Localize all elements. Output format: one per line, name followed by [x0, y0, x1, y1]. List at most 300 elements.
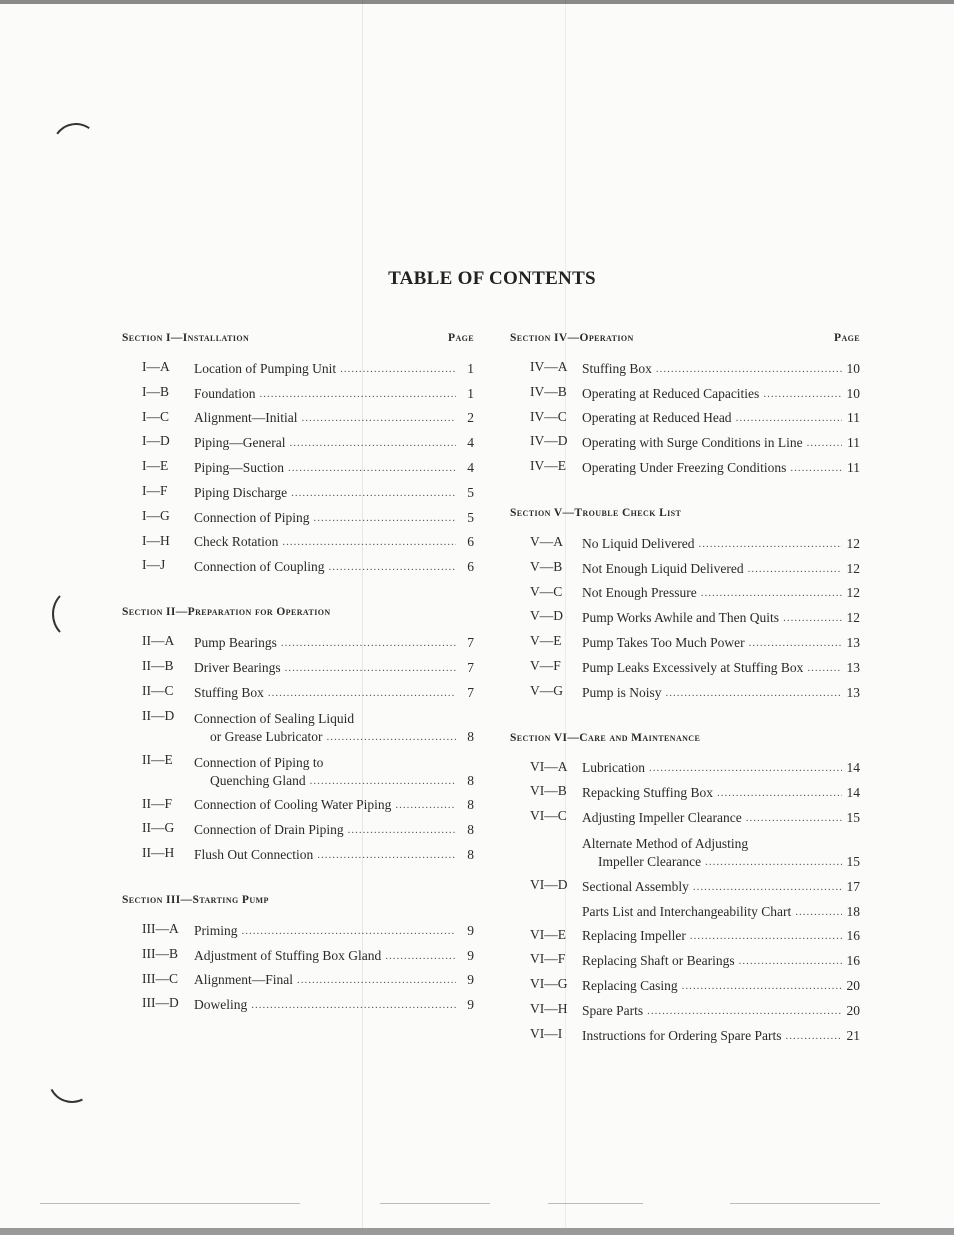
entry-label: Operating at Reduced Capacities	[582, 385, 760, 401]
toc-entry	[122, 746, 474, 790]
entry-code: VI—B	[530, 783, 567, 799]
entry-label-block	[194, 509, 474, 527]
entry-label-block	[194, 971, 474, 989]
toc-entry	[122, 627, 474, 652]
dot-leader	[329, 558, 457, 576]
entry-page-number: 10	[846, 385, 860, 401]
entry-page-number: 13	[846, 684, 860, 700]
entry-label: Replacing Casing	[582, 977, 678, 993]
toc-entry	[510, 753, 860, 778]
dot-leader	[717, 784, 842, 802]
dot-leader	[795, 903, 842, 921]
dot-leader	[242, 922, 456, 940]
toc-entry	[510, 827, 860, 871]
entry-code: V—B	[530, 558, 563, 574]
entry-code: I—H	[142, 532, 170, 548]
entry-code: I—D	[142, 433, 170, 449]
entry-label-block	[582, 560, 860, 578]
toc-entry	[122, 403, 474, 428]
dot-leader	[736, 409, 842, 427]
toc-entry	[510, 921, 860, 946]
entry-code: VI—G	[530, 976, 568, 992]
entry-code: I—C	[142, 408, 169, 424]
entry-label: Connection of Piping	[194, 509, 310, 525]
toc-entry	[510, 652, 860, 677]
entry-label: Priming	[194, 922, 238, 938]
entry-page-number: 1	[467, 360, 474, 376]
scan-artifact-line	[380, 1203, 490, 1204]
entry-code: IV—A	[530, 359, 568, 374]
entry-code: V—D	[530, 608, 563, 624]
entry-label-block	[194, 634, 474, 652]
entry-code: II—G	[142, 820, 175, 836]
punch-hole-mark	[52, 588, 100, 640]
dot-leader	[790, 459, 842, 477]
entry-page-number: 6	[467, 534, 474, 550]
section-heading	[510, 328, 860, 348]
section-title: Section II—Preparation for Operation	[122, 606, 331, 619]
dot-leader	[682, 977, 842, 995]
dot-leader	[395, 796, 456, 814]
entry-page-number: 15	[846, 809, 860, 825]
entry-label-block	[582, 977, 860, 995]
entry-code: I—G	[142, 507, 170, 523]
dot-leader	[649, 759, 842, 777]
entry-label: Location of Pumping Unit	[194, 360, 337, 376]
entry-label: No Liquid Delivered	[582, 535, 695, 551]
toc-entry	[510, 871, 860, 896]
dot-leader	[701, 584, 842, 602]
entry-label-block	[582, 409, 860, 427]
toc-entry	[510, 1020, 860, 1045]
scan-artifact-line	[40, 1203, 300, 1204]
toc-entry	[122, 965, 474, 990]
dot-leader	[302, 409, 457, 427]
dot-leader	[763, 385, 842, 403]
toc-entry	[122, 814, 474, 839]
dot-leader	[281, 634, 456, 652]
entry-label-block	[582, 759, 860, 777]
entry-label-block	[582, 684, 860, 702]
entry-label: Flush Out Connection	[194, 846, 314, 862]
entry-code: II—A	[142, 633, 175, 649]
entry-page-number: 1	[467, 385, 474, 401]
entry-label: Piping—Suction	[194, 459, 285, 475]
entry-label: or Grease Lubricator	[210, 728, 323, 744]
toc-entry	[122, 839, 474, 864]
entry-label-block	[582, 459, 860, 477]
entry-page-number: 9	[467, 972, 474, 988]
dot-leader	[690, 927, 842, 945]
dot-leader	[693, 878, 842, 896]
dot-leader	[268, 684, 456, 702]
entry-code: II—H	[142, 845, 175, 861]
dot-leader	[656, 360, 842, 378]
entry-page-number: 10	[846, 360, 860, 376]
entry-code: V—C	[530, 583, 563, 599]
entry-code: II—F	[142, 795, 172, 811]
entry-label: Spare Parts	[582, 1002, 644, 1018]
toc-entry	[122, 427, 474, 452]
entry-label: Impeller Clearance	[598, 853, 702, 869]
toc-entry	[510, 896, 860, 921]
entry-label-block	[194, 434, 474, 452]
entry-label-block	[582, 584, 860, 602]
entry-page-number: 15	[846, 853, 860, 869]
entry-label: Connection of Drain Piping	[194, 822, 344, 838]
section-heading	[122, 602, 474, 622]
entry-code: II—E	[142, 751, 173, 767]
entry-page-number: 7	[467, 659, 474, 675]
scan-artifact-line	[730, 1203, 880, 1204]
section-heading	[510, 503, 860, 523]
dot-leader	[289, 434, 456, 452]
entry-label-block	[194, 796, 474, 814]
dot-leader	[647, 1002, 842, 1020]
entry-label-block	[582, 827, 860, 871]
entry-label-block	[194, 360, 474, 378]
entry-page-number: 12	[846, 610, 860, 626]
page-title: TABLE OF CONTENTS	[388, 268, 596, 289]
entry-label: Replacing Shaft or Bearings	[582, 953, 735, 969]
entry-code: I—J	[142, 557, 166, 573]
entry-page-number: 8	[467, 728, 474, 744]
entry-page-number: 21	[846, 1027, 860, 1043]
section-gap	[510, 702, 860, 728]
entry-code	[510, 827, 582, 832]
entry-label-line2	[194, 772, 474, 790]
entry-code: II—C	[142, 682, 174, 698]
toc-entry	[510, 602, 860, 627]
entry-label-line1: Connection of Piping to	[194, 754, 324, 770]
section-heading	[510, 728, 860, 748]
entry-page-number: 6	[467, 559, 474, 575]
entry-label-block	[194, 533, 474, 551]
toc-entry	[122, 551, 474, 576]
toc-entry	[510, 427, 860, 452]
entry-page-number: 7	[467, 684, 474, 700]
entry-code: VI—A	[530, 758, 568, 774]
entry-page-number: 9	[467, 997, 474, 1013]
entry-code: III—D	[142, 995, 179, 1011]
entry-label: Pump Works Awhile and Then Quits	[582, 610, 780, 626]
toc-entry	[510, 995, 860, 1020]
scan-bottom-edge	[0, 1228, 954, 1235]
dot-leader	[749, 634, 842, 652]
entry-label-block	[194, 558, 474, 576]
entry-code: III—A	[142, 920, 179, 936]
entry-code	[510, 896, 582, 901]
entry-label-block	[582, 360, 860, 378]
entry-page-number: 16	[846, 928, 860, 944]
entry-label-block	[582, 634, 860, 652]
entry-label: Doweling	[194, 997, 248, 1013]
toc-entry	[510, 578, 860, 603]
punch-hole-mark	[42, 1049, 102, 1109]
entry-label: Foundation	[194, 385, 256, 401]
entry-label: Not Enough Pressure	[582, 585, 697, 601]
dot-leader	[705, 853, 842, 871]
section-gap	[122, 576, 474, 602]
entry-label: Repacking Stuffing Box	[582, 785, 713, 801]
entry-code: V—A	[530, 533, 563, 549]
entry-label-block	[582, 927, 860, 945]
entry-page-number: 11	[847, 410, 860, 426]
toc-entry	[122, 915, 474, 940]
dot-leader	[785, 1027, 842, 1045]
page-column-label: Page	[834, 332, 860, 344]
entry-label-block	[194, 947, 474, 965]
toc-entry	[122, 790, 474, 815]
entry-label: Alignment—Final	[194, 972, 293, 988]
entry-label-block	[194, 409, 474, 427]
toc-entry	[510, 777, 860, 802]
entry-label: Adjustment of Stuffing Box Gland	[194, 947, 382, 963]
entry-label: Adjusting Impeller Clearance	[582, 809, 742, 825]
entry-label: Not Enough Liquid Delivered	[582, 560, 744, 576]
entry-code: III—C	[142, 970, 178, 986]
dot-leader	[739, 952, 842, 970]
dot-leader	[297, 971, 456, 989]
entry-page-number: 8	[467, 797, 474, 813]
entry-page-number: 8	[467, 846, 474, 862]
entry-page-number: 4	[467, 435, 474, 451]
dot-leader	[260, 385, 456, 403]
entry-code: V—F	[530, 657, 561, 673]
page-column-label: Page	[448, 332, 474, 344]
dot-leader	[326, 728, 456, 746]
entry-label: Operating at Reduced Head	[582, 410, 732, 426]
toc-entry	[510, 677, 860, 702]
dot-leader	[317, 846, 456, 864]
entry-label: Operating Under Freezing Conditions	[582, 459, 787, 475]
entry-page-number: 8	[467, 822, 474, 838]
entry-page-number: 9	[467, 947, 474, 963]
entry-label-block	[194, 684, 474, 702]
dot-leader	[340, 360, 456, 378]
entry-page-number: 12	[846, 585, 860, 601]
toc-entry	[510, 553, 860, 578]
entry-label: Stuffing Box	[582, 360, 652, 376]
entry-label: Stuffing Box	[194, 684, 264, 700]
entry-page-number: 17	[846, 878, 860, 894]
dot-leader	[807, 434, 842, 452]
dot-leader	[314, 509, 457, 527]
entry-code: I—A	[142, 359, 170, 374]
toc-left-column	[122, 328, 474, 1014]
entry-label: Pump Takes Too Much Power	[582, 634, 745, 650]
section-heading	[122, 890, 474, 910]
punch-hole-mark	[48, 119, 104, 175]
entry-label-block	[582, 385, 860, 403]
section-title: Section IV—Operation	[510, 332, 634, 344]
entry-label: Alignment—Initial	[194, 410, 298, 426]
entry-page-number: 8	[467, 772, 474, 788]
entry-code: VI—H	[530, 1000, 568, 1016]
section-title: Section I—Installation	[122, 332, 250, 344]
toc-entry	[510, 627, 860, 652]
entry-page-number: 5	[467, 484, 474, 500]
section-title: Section V—Trouble Check List	[510, 506, 682, 519]
dot-leader	[666, 684, 842, 702]
entry-label: Quenching Gland	[210, 772, 306, 788]
entry-label: Pump Leaks Excessively at Stuffing Box	[582, 659, 804, 675]
entry-label-block	[582, 784, 860, 802]
toc-entry	[122, 940, 474, 965]
toc-entry	[510, 452, 860, 477]
entry-label-line2	[582, 853, 860, 871]
entry-page-number: 2	[467, 410, 474, 426]
entry-label-block	[582, 903, 860, 921]
entry-label-block	[194, 846, 474, 864]
dot-leader	[385, 947, 456, 965]
section-gap	[122, 864, 474, 890]
entry-label-line1: Alternate Method of Adjusting	[582, 835, 749, 851]
dot-leader	[807, 659, 842, 677]
toc-entry	[510, 802, 860, 827]
entry-label-block	[582, 952, 860, 970]
entry-label-block	[194, 459, 474, 477]
entry-label-block	[582, 659, 860, 677]
entry-code: V—E	[530, 633, 562, 649]
toc-entry	[510, 378, 860, 403]
toc-entry	[510, 353, 860, 378]
section-gap	[510, 477, 860, 503]
toc-entry	[122, 677, 474, 702]
entry-label-block	[582, 1002, 860, 1020]
entry-label-block	[582, 878, 860, 896]
entry-code: I—F	[142, 482, 168, 498]
entry-page-number: 11	[847, 459, 860, 475]
toc-entry	[122, 527, 474, 552]
toc-entry	[510, 970, 860, 995]
entry-label: Piping—General	[194, 435, 286, 451]
toc-entry	[122, 652, 474, 677]
entry-label: Check Rotation	[194, 534, 279, 550]
entry-code: I—B	[142, 383, 169, 399]
toc-entry	[122, 353, 474, 378]
entry-label-block	[194, 746, 474, 790]
toc-entry	[122, 452, 474, 477]
entry-page-number: 13	[846, 634, 860, 650]
entry-label-block	[194, 996, 474, 1014]
dot-leader	[783, 609, 842, 627]
entry-label: Piping Discharge	[194, 484, 288, 500]
toc-entry	[122, 378, 474, 403]
dot-leader	[746, 809, 842, 827]
entry-label: Sectional Assembly	[582, 878, 689, 894]
toc-entry	[510, 528, 860, 553]
entry-label-block	[582, 609, 860, 627]
toc-entry	[122, 477, 474, 502]
dot-leader	[310, 772, 456, 790]
entry-code: VI—D	[530, 876, 568, 892]
entry-page-number: 11	[847, 435, 860, 451]
entry-code: VI—I	[530, 1025, 563, 1041]
dot-leader	[285, 659, 456, 677]
entry-label: Replacing Impeller	[582, 928, 686, 944]
entry-page-number: 16	[846, 953, 860, 969]
entry-page-number: 12	[846, 535, 860, 551]
dot-leader	[288, 459, 456, 477]
scan-top-edge	[0, 0, 954, 4]
entry-code: V—G	[530, 682, 563, 698]
entry-page-number: 9	[467, 922, 474, 938]
entry-code: IV—C	[530, 408, 567, 424]
scan-artifact-line	[548, 1203, 643, 1204]
entry-label-block	[194, 484, 474, 502]
entry-code: VI—F	[530, 951, 566, 967]
entry-label: Connection of Coupling	[194, 559, 325, 575]
entry-code: VI—E	[530, 926, 566, 942]
entry-label-block	[582, 434, 860, 452]
entry-label-block	[582, 535, 860, 553]
entry-label: Parts List and Interchangeability Chart	[582, 903, 792, 919]
dot-leader	[251, 996, 456, 1014]
entry-code: IV—E	[530, 458, 566, 474]
entry-label-block	[194, 702, 474, 746]
toc-entry	[510, 945, 860, 970]
entry-label: Operating with Surge Conditions in Line	[582, 435, 803, 451]
dot-leader	[282, 533, 456, 551]
entry-page-number: 14	[846, 760, 860, 776]
entry-code: II—D	[142, 707, 175, 723]
toc-entry	[122, 989, 474, 1014]
entry-page-number: 7	[467, 634, 474, 650]
entry-code: III—B	[142, 945, 178, 961]
entry-label-block	[582, 1027, 860, 1045]
entry-label-block	[582, 809, 860, 827]
section-heading	[122, 328, 474, 348]
entry-code: IV—D	[530, 433, 568, 449]
dot-leader	[748, 560, 842, 578]
toc-entry	[122, 702, 474, 746]
entry-page-number: 18	[846, 903, 860, 919]
toc-entry	[510, 403, 860, 428]
entry-label-block	[194, 821, 474, 839]
section-title: Section VI—Care and Maintenance	[510, 731, 701, 744]
entry-label: Instructions for Ordering Spare Parts	[582, 1027, 782, 1043]
entry-label: Driver Bearings	[194, 659, 281, 675]
entry-code: II—B	[142, 657, 174, 673]
dot-leader	[698, 535, 842, 553]
entry-label-block	[194, 922, 474, 940]
entry-label-line2	[194, 728, 474, 746]
entry-code: IV—B	[530, 383, 567, 399]
entry-label-block	[194, 659, 474, 677]
entry-label: Connection of Cooling Water Piping	[194, 797, 392, 813]
entry-page-number: 20	[846, 1002, 860, 1018]
entry-page-number: 4	[467, 459, 474, 475]
entry-page-number: 5	[467, 509, 474, 525]
entry-page-number: 14	[846, 785, 860, 801]
toc-right-column	[510, 328, 860, 1045]
entry-code: VI—C	[530, 808, 567, 824]
entry-label: Pump Bearings	[194, 634, 277, 650]
entry-label: Pump is Noisy	[582, 684, 662, 700]
entry-label-line1: Connection of Sealing Liquid	[194, 710, 355, 726]
entry-code: I—E	[142, 458, 169, 474]
dot-leader	[291, 484, 456, 502]
entry-page-number: 12	[846, 560, 860, 576]
toc-entry	[122, 502, 474, 527]
entry-label: Lubrication	[582, 760, 645, 776]
entry-label-block	[194, 385, 474, 403]
entry-page-number: 20	[846, 977, 860, 993]
section-title: Section III—Starting Pump	[122, 893, 269, 906]
dot-leader	[348, 821, 456, 839]
entry-page-number: 13	[846, 659, 860, 675]
